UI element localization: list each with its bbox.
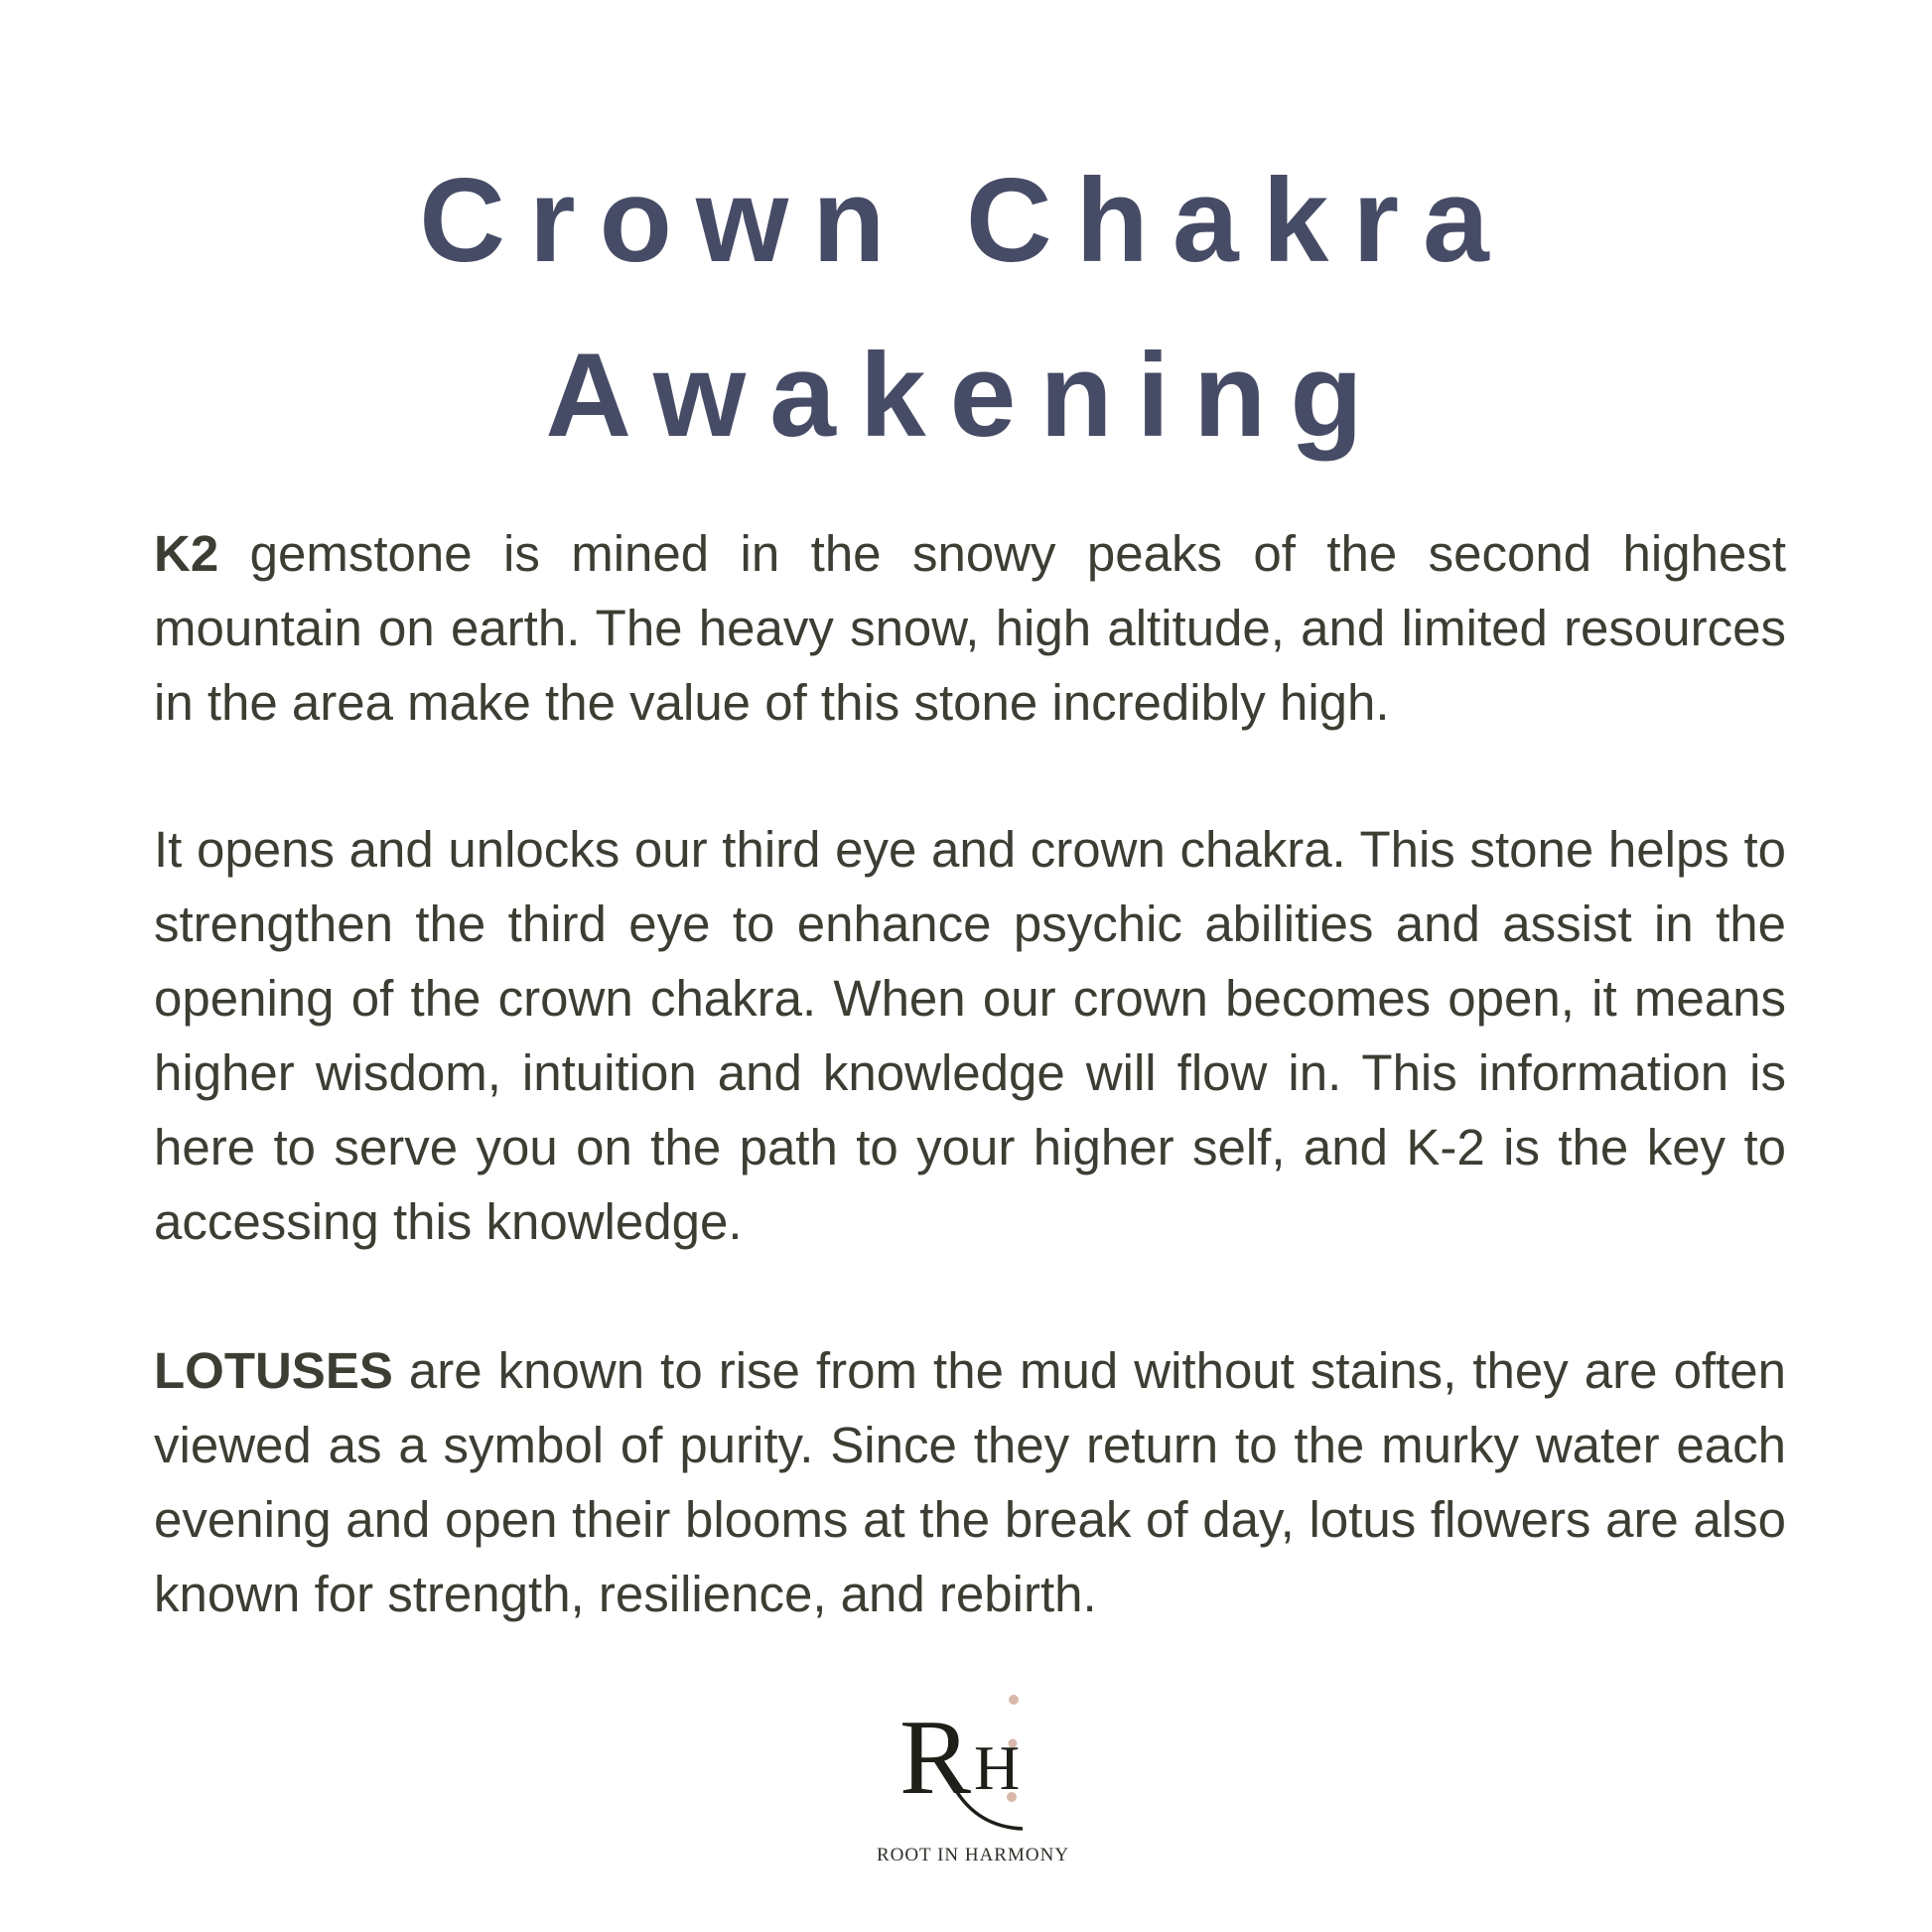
- paragraph-lotuses-lead: LOTUSES: [154, 1342, 393, 1399]
- logo-dot-top: [1009, 1695, 1019, 1705]
- paragraph-crown-chakra-text: It opens and unlocks our third eye and crown chakra. This stone helps to strengthen the third eye to enhance psychic abilities and assist in the opening of the crown chakra. When our crown becomes open, it means higher wisdom, intuition and knowledge will flow in. This information is here to serve you on the path to your higher self, and K-2 is the key to accessing this knowledge.: [154, 821, 1786, 1250]
- logo-letter-r: R: [899, 1699, 972, 1817]
- paragraph-lotuses: [154, 1333, 1786, 1631]
- paragraph-k2-text: gemstone is mined in the snowy peaks of the second highest mountain on earth. The heavy snow, high altitude, and limited resources in the area make the value of this stone incredibly high.: [154, 525, 1786, 731]
- paragraph-crown-chakra: [154, 812, 1786, 1259]
- page-title-line-2: Awakening: [545, 329, 1387, 462]
- logo-letter-h: H: [974, 1732, 1021, 1803]
- paragraph-k2: [154, 516, 1786, 740]
- page-title-line-1: Crown Chakra: [419, 154, 1513, 287]
- paragraph-k2-lead: K2: [154, 525, 219, 582]
- logo-brand-name: ROOT IN HARMONY: [876, 1845, 1070, 1865]
- paragraph-lotuses-text: are known to rise from the mud without stains, they are often viewed as a symbol of purity. Since they return to the murky water each evening and open their blooms at the break of day, lotus flowers are also known for strength, resilience, and rebirth.: [154, 1342, 1786, 1622]
- brand-logo: [864, 1678, 1082, 1866]
- rh-monogram: [864, 1678, 1082, 1842]
